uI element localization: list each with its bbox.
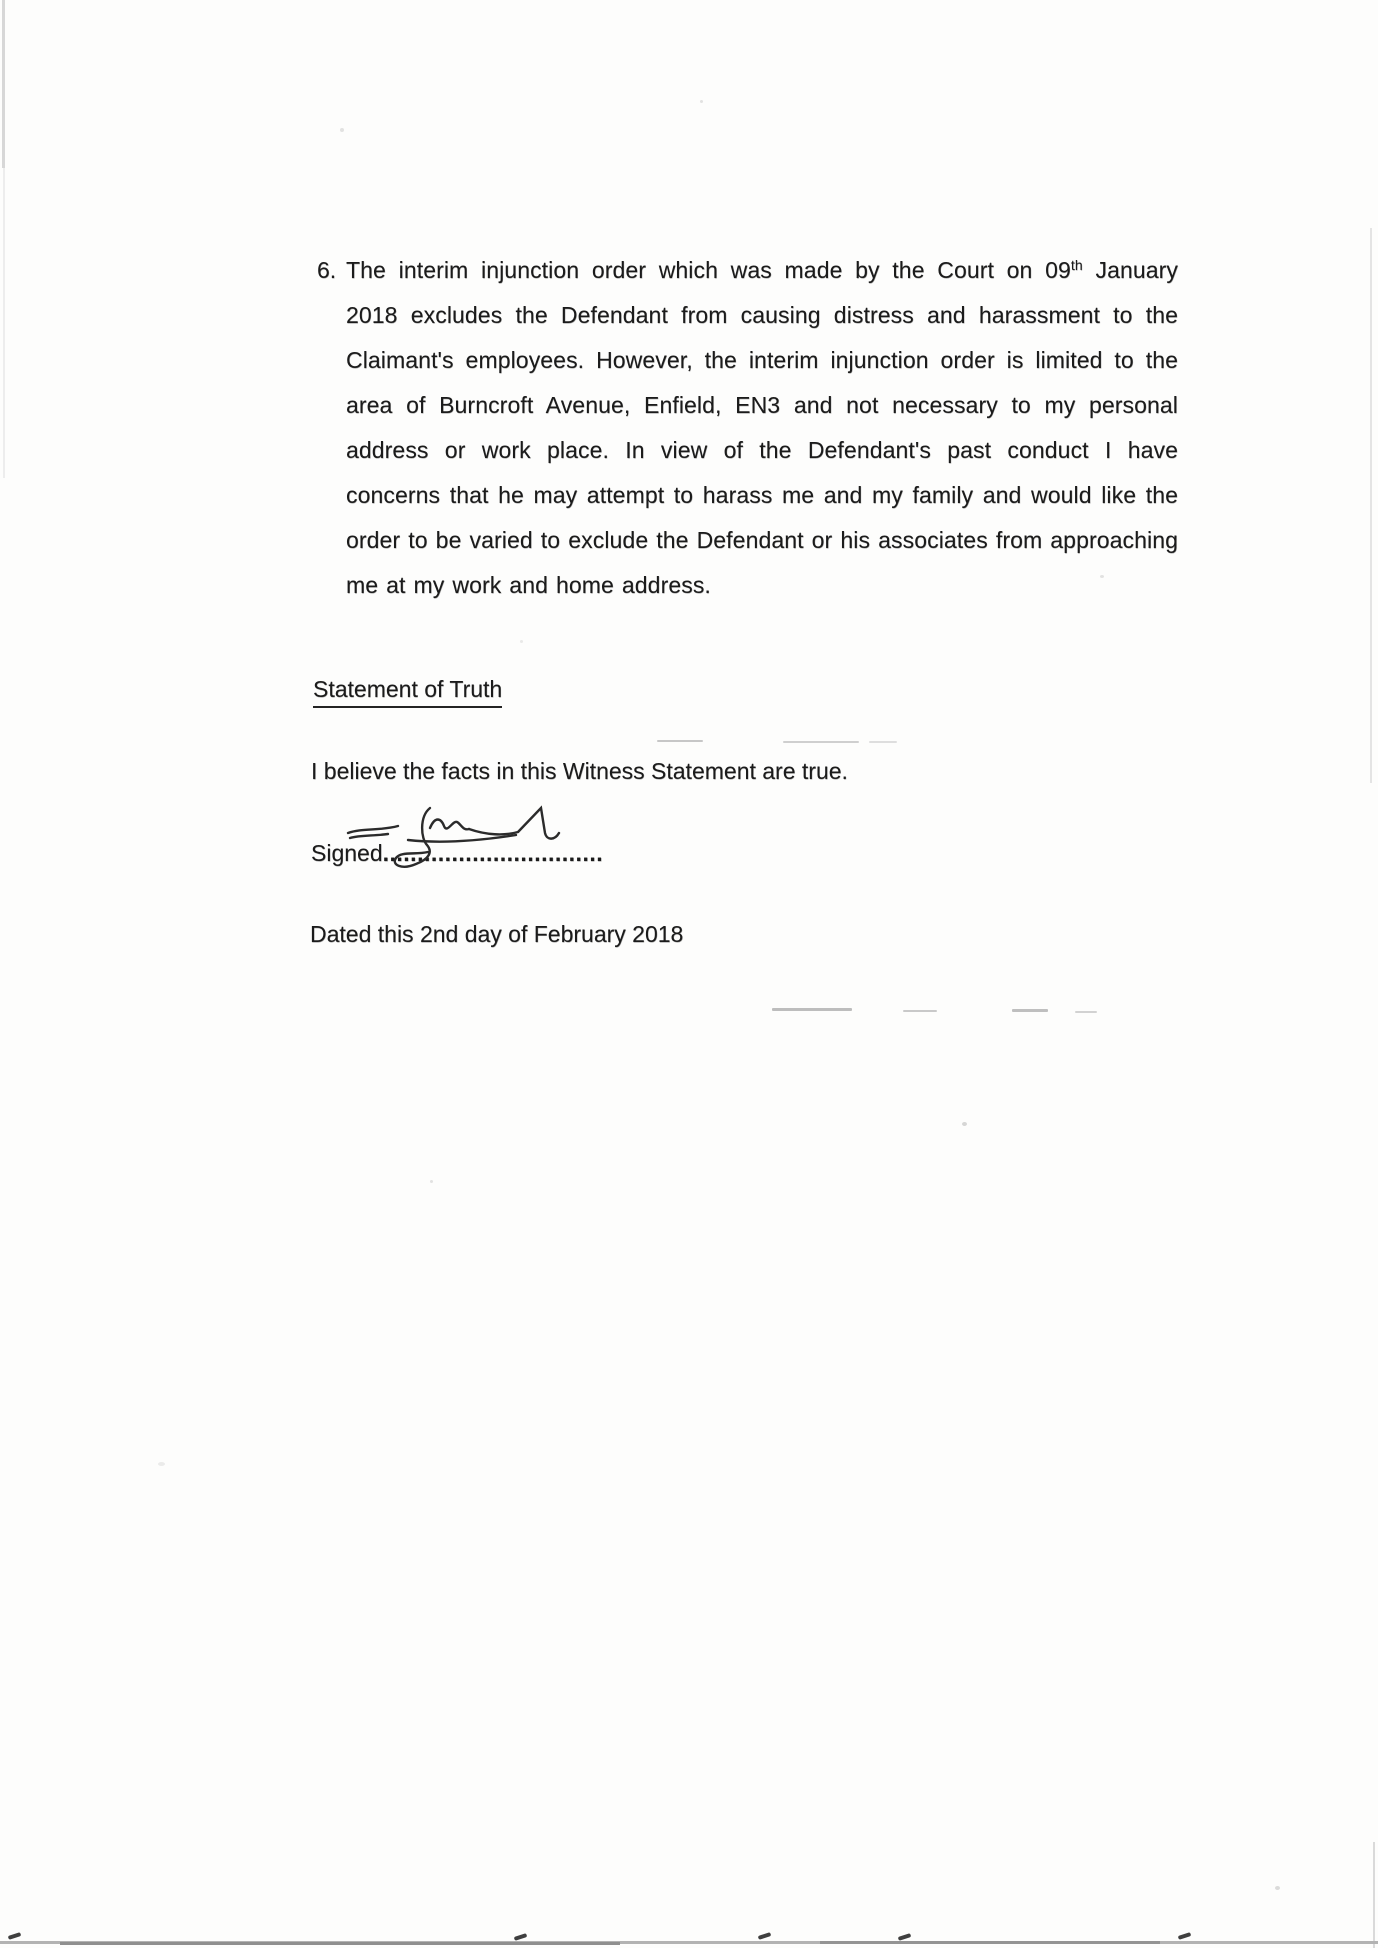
scan-artifact-speck <box>962 1122 967 1126</box>
scan-artifact-speck <box>340 128 344 132</box>
scan-artifact-bottom-edge <box>820 1941 1160 1944</box>
scan-artifact-bottom-edge <box>0 1941 1378 1944</box>
scan-artifact-speck <box>158 1462 165 1466</box>
signature-scribble <box>344 795 572 877</box>
scan-artifact-tick <box>514 1933 528 1941</box>
scan-artifact-tick <box>898 1933 912 1941</box>
dated-line: Dated this 2nd day of February 2018 <box>310 921 684 947</box>
scan-artifact-right-edge <box>1373 1842 1375 1948</box>
scan-artifact-speck <box>430 1180 433 1183</box>
scan-artifact-tick <box>758 1932 772 1940</box>
scan-artifact-dash <box>869 741 897 743</box>
scan-artifact-speck <box>1275 1886 1280 1890</box>
scan-artifact-dash <box>903 1010 937 1012</box>
scan-artifact-speck <box>520 640 523 643</box>
scan-artifact-dash <box>783 741 859 743</box>
paragraph-text-pre: The interim injunction order which was made by the Court on 09 <box>346 257 1071 283</box>
scan-artifact-speck <box>700 100 703 103</box>
paragraph-text <box>346 248 1178 608</box>
scan-artifact-left-edge <box>3 168 5 478</box>
scan-artifact-dash <box>772 1008 852 1011</box>
paragraph-6 <box>317 248 1178 608</box>
scan-artifact-left-edge <box>2 0 5 168</box>
scan-artifact-dash <box>657 740 703 742</box>
scan-artifact-tick <box>1178 1932 1192 1940</box>
statement-of-truth-heading: Statement of Truth <box>313 676 502 708</box>
signed-dotted-line: ................................ <box>382 840 604 866</box>
scan-artifact-bottom-edge <box>60 1942 620 1945</box>
belief-line: I believe the facts in this Witness Statement are true. <box>311 758 848 784</box>
paragraph-number: 6. <box>317 257 337 283</box>
signed-label: Signed <box>311 840 383 866</box>
scan-artifact-dash <box>1075 1011 1097 1013</box>
paragraph-text-post: January 2018 excludes the Defendant from causing distress and harassment to the Claimant's employees. However, the interim injunction order is limited to the area of Burncroft Avenue, Enfield, EN3 and not necessary to my personal address or work place. In view of the Defendant's past conduct I have concerns that he may attempt to harass me and my family and would like the order to be varied to exclude the Defendant or his associates from approaching me at my work and home address. <box>346 257 1178 598</box>
scan-artifact-right-edge <box>1370 228 1372 783</box>
scan-artifact-dash <box>1012 1009 1048 1012</box>
scan-artifact-tick <box>8 1932 22 1940</box>
ordinal-superscript: th <box>1070 257 1083 273</box>
